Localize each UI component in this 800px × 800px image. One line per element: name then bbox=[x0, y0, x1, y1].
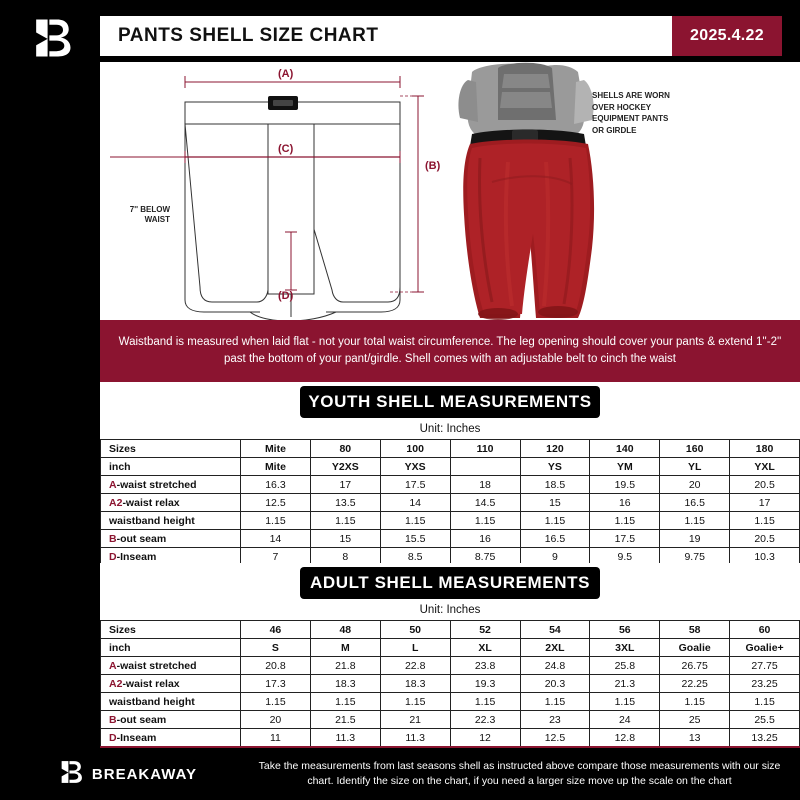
row-label: A2-waist relax bbox=[101, 675, 241, 693]
table-cell: 14.5 bbox=[450, 494, 520, 512]
table-cell: 21.8 bbox=[310, 657, 380, 675]
table-cell: 14 bbox=[241, 530, 311, 548]
row-label: D-Inseam bbox=[101, 548, 241, 566]
row-label: waistband height bbox=[101, 693, 241, 711]
table-cell: 7 bbox=[241, 548, 311, 566]
table-cell: 1.15 bbox=[450, 512, 520, 530]
table-row bbox=[101, 458, 800, 476]
table-cell: 1.15 bbox=[241, 512, 311, 530]
adult-unit-label: Unit: Inches bbox=[419, 604, 481, 616]
table-cell: 1.15 bbox=[660, 693, 730, 711]
table-cell: 21.5 bbox=[310, 711, 380, 729]
table-cell: 46 bbox=[241, 621, 311, 639]
table-cell: 1.15 bbox=[520, 512, 590, 530]
page-header bbox=[0, 12, 800, 60]
dimension-label-a: (A) bbox=[278, 68, 294, 80]
table-cell: 56 bbox=[590, 621, 660, 639]
row-label: A2-waist relax bbox=[101, 494, 241, 512]
table-row bbox=[101, 530, 800, 548]
page-footer bbox=[0, 748, 800, 800]
table-cell: 22.3 bbox=[450, 711, 520, 729]
table-cell: 8.75 bbox=[450, 548, 520, 566]
table-cell: YXS bbox=[380, 458, 450, 476]
table-cell: 19 bbox=[660, 530, 730, 548]
row-label: Sizes bbox=[101, 440, 241, 458]
table-cell: Goalie bbox=[660, 639, 730, 657]
table-cell: 16 bbox=[450, 530, 520, 548]
table-cell: 18 bbox=[450, 476, 520, 494]
table-cell: 60 bbox=[730, 621, 800, 639]
table-cell: YL bbox=[660, 458, 730, 476]
table-cell: Y2XS bbox=[310, 458, 380, 476]
waist-note: 7'' BELOW WAIST bbox=[129, 205, 170, 224]
row-label: B-out seam bbox=[101, 530, 241, 548]
table-cell: 16.5 bbox=[520, 530, 590, 548]
table-cell: 11.3 bbox=[310, 729, 380, 747]
table-cell: 1.15 bbox=[241, 693, 311, 711]
row-label: B-out seam bbox=[101, 711, 241, 729]
table-cell: 140 bbox=[590, 440, 660, 458]
table-cell bbox=[450, 458, 520, 476]
table-cell: 25.8 bbox=[590, 657, 660, 675]
table-cell: 15.5 bbox=[380, 530, 450, 548]
youth-unit-label: Unit: Inches bbox=[419, 423, 481, 435]
table-cell: 54 bbox=[520, 621, 590, 639]
table-cell: 48 bbox=[310, 621, 380, 639]
table-cell: Goalie+ bbox=[730, 639, 800, 657]
page-title: PANTS SHELL SIZE CHART bbox=[118, 25, 379, 46]
table-cell: 1.15 bbox=[310, 693, 380, 711]
table-cell: 20 bbox=[660, 476, 730, 494]
table-cell: 20.3 bbox=[520, 675, 590, 693]
dimension-label-c: (C) bbox=[278, 143, 294, 155]
table-cell: XL bbox=[450, 639, 520, 657]
table-cell: 18.3 bbox=[310, 675, 380, 693]
table-cell: 16.3 bbox=[241, 476, 311, 494]
table-cell: 20 bbox=[241, 711, 311, 729]
row-label: D-Inseam bbox=[101, 729, 241, 747]
row-label: inch bbox=[101, 458, 241, 476]
table-cell: 24 bbox=[590, 711, 660, 729]
table-cell: 50 bbox=[380, 621, 450, 639]
row-label: waistband height bbox=[101, 512, 241, 530]
table-cell: 20.8 bbox=[241, 657, 311, 675]
table-cell: 11.3 bbox=[380, 729, 450, 747]
table-cell: YM bbox=[590, 458, 660, 476]
table-cell: 110 bbox=[450, 440, 520, 458]
diagram-panel bbox=[100, 62, 800, 320]
table-cell: 160 bbox=[660, 440, 730, 458]
table-cell: 19.5 bbox=[590, 476, 660, 494]
footer-brand bbox=[0, 748, 255, 800]
table-row bbox=[101, 729, 800, 747]
table-cell: 27.75 bbox=[730, 657, 800, 675]
table-cell: 1.15 bbox=[730, 512, 800, 530]
table-cell: 18.5 bbox=[520, 476, 590, 494]
table-cell: 15 bbox=[520, 494, 590, 512]
page-title-bar bbox=[100, 16, 672, 56]
table-cell: 10.3 bbox=[730, 548, 800, 566]
table-cell: S bbox=[241, 639, 311, 657]
table-cell: 23 bbox=[520, 711, 590, 729]
header-logo bbox=[0, 12, 100, 60]
row-label: Sizes bbox=[101, 621, 241, 639]
table-cell: 25.5 bbox=[730, 711, 800, 729]
table-cell: 1.15 bbox=[730, 693, 800, 711]
table-cell: 17.3 bbox=[241, 675, 311, 693]
table-cell: 58 bbox=[660, 621, 730, 639]
table-cell: 12.8 bbox=[590, 729, 660, 747]
shell-usage-note: SHELLS ARE WORN OVER HOCKEY EQUIPMENT PANTS OR GIRDLE bbox=[592, 91, 670, 135]
table-cell: 18.3 bbox=[380, 675, 450, 693]
table-cell: 1.15 bbox=[660, 512, 730, 530]
table-cell: 180 bbox=[730, 440, 800, 458]
breakaway-b-logo-icon bbox=[58, 759, 84, 790]
table-cell: 13 bbox=[660, 729, 730, 747]
table-cell: 17.5 bbox=[380, 476, 450, 494]
table-cell: 9 bbox=[520, 548, 590, 566]
table-cell: 100 bbox=[380, 440, 450, 458]
table-cell: 19.3 bbox=[450, 675, 520, 693]
table-cell: 23.25 bbox=[730, 675, 800, 693]
table-cell: 120 bbox=[520, 440, 590, 458]
table-row bbox=[101, 693, 800, 711]
table-cell: 1.15 bbox=[590, 512, 660, 530]
table-cell: 8.5 bbox=[380, 548, 450, 566]
table-cell: 20.5 bbox=[730, 476, 800, 494]
table-cell: 1.15 bbox=[450, 693, 520, 711]
table-cell: 13.5 bbox=[310, 494, 380, 512]
date-badge bbox=[672, 16, 782, 56]
table-cell: Mite bbox=[241, 458, 311, 476]
row-label: A-waist stretched bbox=[101, 657, 241, 675]
measurement-instruction-banner bbox=[100, 320, 800, 382]
adult-size-table bbox=[100, 620, 800, 747]
table-cell: 11 bbox=[241, 729, 311, 747]
table-cell: 16 bbox=[590, 494, 660, 512]
table-cell: 24.8 bbox=[520, 657, 590, 675]
table-cell: 1.15 bbox=[520, 693, 590, 711]
table-cell: 25 bbox=[660, 711, 730, 729]
table-cell: YXL bbox=[730, 458, 800, 476]
table-cell: 1.15 bbox=[380, 693, 450, 711]
table-row bbox=[101, 639, 800, 657]
footer-brand-name: BREAKAWAY bbox=[91, 765, 198, 783]
dimension-label-b: (B) bbox=[425, 160, 441, 172]
banner-text: Waistband is measured when laid flat - not your total waist circumference. The leg opening should cover your pants & extend 1''-2'' past the bottom of your pant/girdle. Shell comes with an adjustable belt to cinch the waist bbox=[118, 336, 782, 365]
table-cell: 23.8 bbox=[450, 657, 520, 675]
table-cell: 2XL bbox=[520, 639, 590, 657]
adult-section bbox=[100, 563, 800, 748]
table-cell: Mite bbox=[241, 440, 311, 458]
table-row bbox=[101, 494, 800, 512]
table-cell: 9.5 bbox=[590, 548, 660, 566]
table-cell: 13.25 bbox=[730, 729, 800, 747]
table-cell: 17 bbox=[310, 476, 380, 494]
table-cell: 14 bbox=[380, 494, 450, 512]
table-row bbox=[101, 621, 800, 639]
table-cell: 15 bbox=[310, 530, 380, 548]
table-cell: 17 bbox=[730, 494, 800, 512]
table-cell: 1.15 bbox=[310, 512, 380, 530]
row-label: inch bbox=[101, 639, 241, 657]
table-row bbox=[101, 675, 800, 693]
youth-section-heading: YOUTH SHELL MEASUREMENTS bbox=[300, 386, 600, 418]
table-row bbox=[101, 512, 800, 530]
table-cell: 9.75 bbox=[660, 548, 730, 566]
footer-instructions: Take the measurements from last seasons shell as instructed above compare those measurements with our size chart. Identify the size on the chart, if you need a larger size move up the scale on the chart bbox=[258, 759, 781, 787]
table-cell: 22.8 bbox=[380, 657, 450, 675]
table-cell: 52 bbox=[450, 621, 520, 639]
table-cell: 12 bbox=[450, 729, 520, 747]
table-cell: 26.75 bbox=[660, 657, 730, 675]
dimension-label-d: (D) bbox=[278, 290, 294, 302]
table-cell: 1.15 bbox=[590, 693, 660, 711]
table-cell: 12.5 bbox=[241, 494, 311, 512]
table-cell: 80 bbox=[310, 440, 380, 458]
table-cell: 21 bbox=[380, 711, 450, 729]
breakaway-b-logo-icon bbox=[30, 16, 70, 56]
table-cell: 3XL bbox=[590, 639, 660, 657]
table-cell: 20.5 bbox=[730, 530, 800, 548]
table-cell: 1.15 bbox=[380, 512, 450, 530]
row-label: A-waist stretched bbox=[101, 476, 241, 494]
table-cell: 12.5 bbox=[520, 729, 590, 747]
adult-section-heading: ADULT SHELL MEASUREMENTS bbox=[300, 567, 600, 599]
table-cell: 21.3 bbox=[590, 675, 660, 693]
table-cell: 22.25 bbox=[660, 675, 730, 693]
table-cell: 17.5 bbox=[590, 530, 660, 548]
youth-section bbox=[100, 382, 800, 563]
table-cell: YS bbox=[520, 458, 590, 476]
table-row bbox=[101, 657, 800, 675]
table-cell: L bbox=[380, 639, 450, 657]
table-cell: 8 bbox=[310, 548, 380, 566]
youth-size-table bbox=[100, 439, 800, 566]
date-text: 2025.4.22 bbox=[690, 27, 764, 44]
table-row bbox=[101, 440, 800, 458]
table-row bbox=[101, 476, 800, 494]
table-row bbox=[101, 711, 800, 729]
table-cell: 16.5 bbox=[660, 494, 730, 512]
table-cell: M bbox=[310, 639, 380, 657]
